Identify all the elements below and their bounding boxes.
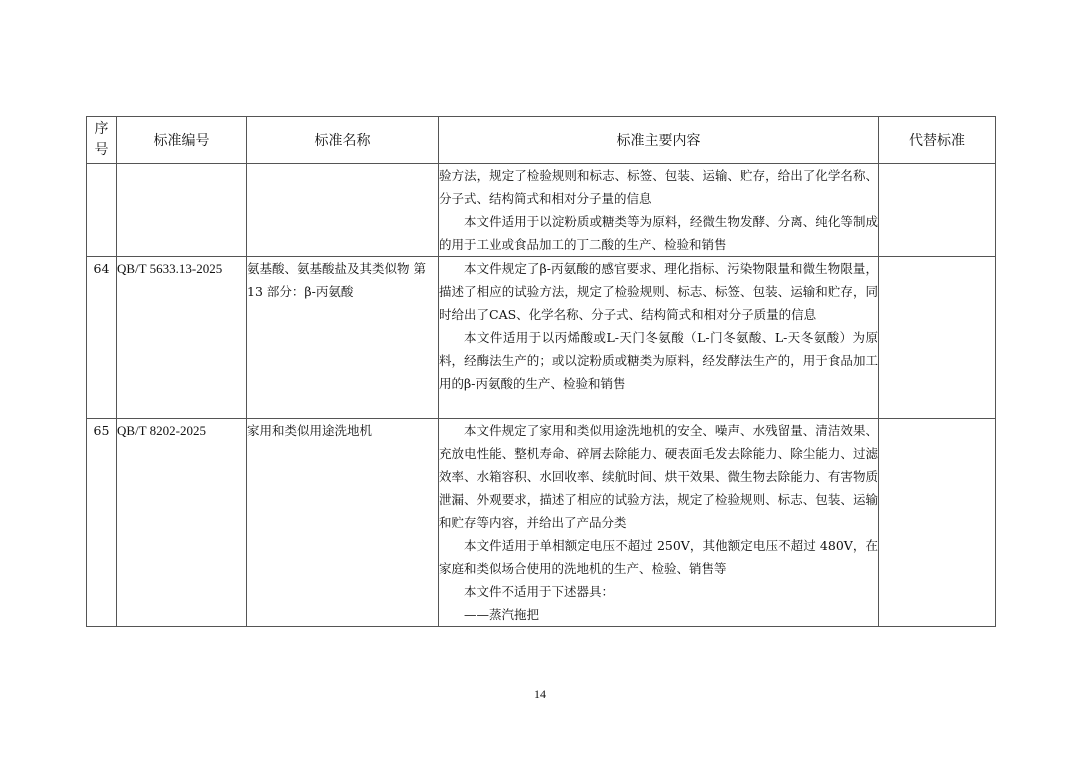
header-name: 标准名称 xyxy=(247,117,439,164)
row-replace xyxy=(879,257,996,419)
standards-table xyxy=(86,116,996,627)
row-name: 家用和类似用途洗地机 xyxy=(247,419,439,627)
page-number: 14 xyxy=(534,687,546,701)
content-paragraph: 验方法，规定了检验规则和标志、标签、包装、运输、贮存，给出了化学名称、分子式、结构简式和相对分子量的信息 xyxy=(439,168,878,206)
content-paragraph: 本文件不适用于下述器具： xyxy=(464,584,615,599)
header-content: 标准主要内容 xyxy=(439,117,879,164)
row-seq: 64 xyxy=(87,257,117,419)
header-seq: 序 号 xyxy=(87,117,117,164)
row-code: QB/T 8202-2025 xyxy=(117,419,247,627)
row-code xyxy=(117,164,247,257)
header-code: 标准编号 xyxy=(117,117,247,164)
table-row xyxy=(87,257,996,419)
content-paragraph: 本文件适用于以丙烯酸或L-天门冬氨酸（L-门冬氨酸、L-天冬氨酸）为原料，经酶法生产的；或以淀粉质或糖类为原料，经发酵法生产的，用于食品加工用的β-丙氨酸的生产、检验和销售 xyxy=(439,330,878,391)
row-content xyxy=(439,164,879,257)
table-row xyxy=(87,164,996,257)
content-paragraph: 本文件规定了β-丙氨酸的感官要求、理化指标、污染物限量和微生物限量，描述了相应的试验方法，规定了检验规则、标志、标签、包装、运输和贮存，同时给出了CAS、化学名称、分子式、结构简式和相对分子质量的信息 xyxy=(439,261,878,322)
row-replace xyxy=(879,419,996,627)
content-paragraph: 本文件规定了家用和类似用途洗地机的安全、噪声、水残留量、清洁效果、充放电性能、整机寿命、碎屑去除能力、硬表面毛发去除能力、除尘能力、过滤效率、水箱容积、水回收率、续航时间、烘干效果、微生物去除能力、有害物质泄漏、外观要求，描述了相应的试验方法，规定了检验规则、标志、包装、运输和贮存等内容，并给出了产品分类 xyxy=(439,423,878,530)
row-content xyxy=(439,419,879,627)
row-name: 氨基酸、氨基酸盐及其类似物 第 13 部分：β-丙氨酸 xyxy=(247,257,439,419)
row-seq xyxy=(87,164,117,257)
content-paragraph: 本文件适用于单相额定电压不超过 250V，其他额定电压不超过 480V，在家庭和类似场合使用的洗地机的生产、检验、销售等 xyxy=(439,538,878,576)
row-replace xyxy=(879,164,996,257)
row-seq: 65 xyxy=(87,419,117,627)
content-paragraph: ——蒸汽拖把 xyxy=(464,607,540,622)
row-name xyxy=(247,164,439,257)
content-paragraph: 本文件适用于以淀粉质或糖类等为原料，经微生物发酵、分离、纯化等制成的用于工业或食品加工的丁二酸的生产、检验和销售 xyxy=(439,214,878,252)
header-replace: 代替标准 xyxy=(879,117,996,164)
table-row xyxy=(87,419,996,627)
row-code: QB/T 5633.13-2025 xyxy=(117,257,247,419)
row-content xyxy=(439,257,879,419)
table-header-row xyxy=(87,117,996,164)
